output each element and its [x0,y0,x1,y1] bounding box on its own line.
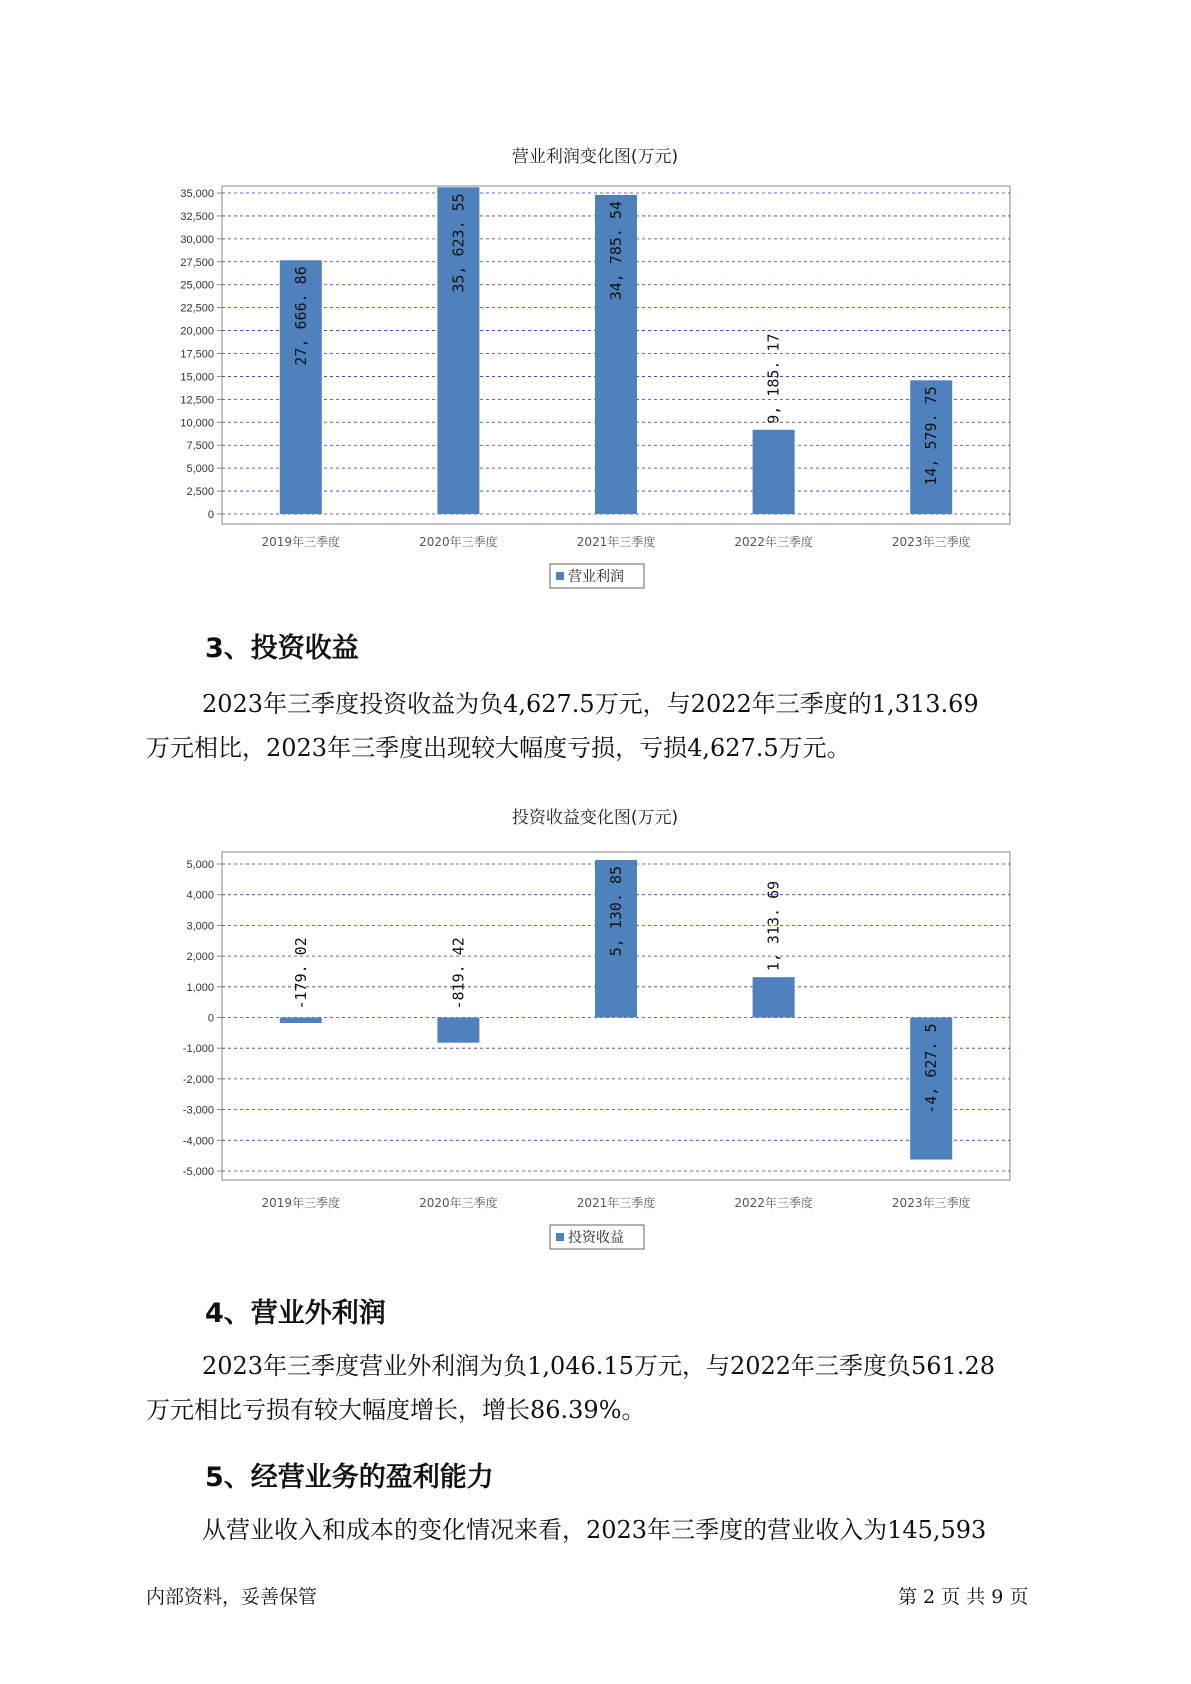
invest-y-tick-label: -5,000 [182,1166,214,1178]
invest-y-tick-label: 0 [207,1012,214,1025]
invest-x-category-label: 2023年三季度 [891,1196,971,1210]
section-5-heading: 5、经营业务的盈利能力 [205,1462,494,1493]
op-profit-data-label: 34, 785. 54 [607,200,625,301]
op-profit-y-tick-label: 20,000 [180,325,214,338]
section-3-line-2: 万元相比，2023年三季度出现较大幅度亏损，亏损4,627.5万元。 [146,734,851,762]
op-profit-chart-title: 营业利润变化图(万元) [511,147,679,167]
op-profit-y-tick-label: 10,000 [180,417,214,430]
op-profit-y-tick-label: 32,500 [180,210,214,223]
invest-data-label: 5, 130. 85 [607,865,625,957]
section-4-line-1: 2023年三季度营业外利润为负1,046.15万元，与2022年三季度负561.28 [202,1352,996,1380]
footer-left: 内部资料，妥善保管 [146,1586,318,1608]
op-profit-y-tick-label: 35,000 [180,188,214,200]
op-profit-y-tick-label: 30,000 [180,233,214,246]
invest-bar [753,977,795,1017]
op-profit-legend-label: 营业利润 [568,569,624,585]
invest-legend [550,1225,644,1249]
op-profit-data-label: 35, 623. 55 [449,193,468,293]
section-3-line-1: 2023年三季度投资收益为负4,627.5万元，与2022年三季度的1,313.69 [202,690,979,718]
invest-x-category-label: 2019年三季度 [261,1196,341,1210]
invest-data-label: -4, 627. 5 [922,1023,941,1114]
op-profit-y-tick-label: 12,500 [180,394,214,407]
invest-data-label: -179. 02 [291,937,310,1010]
op-profit-y-tick-label: 22,500 [180,302,214,315]
section-4-heading: 4、营业外利润 [205,1298,386,1329]
footer-page-number: 第 2 页 共 9 页 [898,1586,1029,1608]
invest-y-tick-label: -1,000 [182,1043,214,1056]
invest-y-tick-label: 1,000 [186,981,214,994]
op-profit-y-tick-label: 27,500 [180,256,214,269]
invest-x-category-label: 2021年三季度 [576,1196,656,1210]
section-5-paragraph [146,1508,1066,1552]
section-3-heading: 3、投资收益 [205,633,359,664]
invest-y-tick-label: -2,000 [182,1073,214,1086]
op-profit-y-tick-label: 5,000 [186,463,214,476]
invest-y-tick-label: -3,000 [182,1104,214,1117]
invest-y-tick-label: 4,000 [186,889,214,902]
invest-x-category-label: 2022年三季度 [734,1196,813,1210]
op-profit-y-tick-label: 25,000 [180,279,214,292]
op-profit-y-tick-label: 15,000 [180,371,214,384]
invest-legend-label: 投资收益 [568,1230,624,1246]
invest-y-tick-label: -4,000 [182,1135,214,1148]
op-profit-y-tick-label: 2,500 [186,486,214,499]
op-profit-x-category-label: 2021年三季度 [576,535,656,549]
invest-y-tick-label: 2,000 [186,951,214,964]
section-4-paragraph [146,1344,1066,1432]
op-profit-data-label: 14, 579. 75 [922,386,941,486]
invest-data-label: 1, 313. 69 [764,880,783,972]
op-profit-data-label: 27, 666. 86 [291,266,310,366]
section-4-line-2: 万元相比亏损有较大幅度增长，增长86.39%。 [146,1396,646,1424]
invest-y-tick-label: 3,000 [186,920,214,933]
op-profit-data-label: 9, 185. 17 [764,333,783,424]
op-profit-x-category-label: 2020年三季度 [419,535,498,549]
section-5-line-1: 从营业收入和成本的变化情况来看，2023年三季度的营业收入为145,593 [202,1516,987,1544]
invest-x-category-label: 2020年三季度 [419,1196,498,1210]
op-profit-x-category-label: 2023年三季度 [891,535,971,549]
invest-bar [280,1018,322,1023]
invest-chart-title: 投资收益变化图(万元) [511,808,679,828]
invest-bar [437,1018,479,1043]
op-profit-x-category-label: 2019年三季度 [261,535,341,549]
op-profit-y-tick-label: 17,500 [180,348,214,361]
op-profit-x-category-label: 2022年三季度 [734,535,813,549]
op-profit-y-tick-label: 0 [207,509,214,521]
op-profit-y-tick-label: 7,500 [186,440,214,453]
invest-y-tick-label: 5,000 [186,859,214,871]
invest-data-label: -819. 42 [449,937,468,1010]
invest-legend-swatch [556,1233,564,1241]
